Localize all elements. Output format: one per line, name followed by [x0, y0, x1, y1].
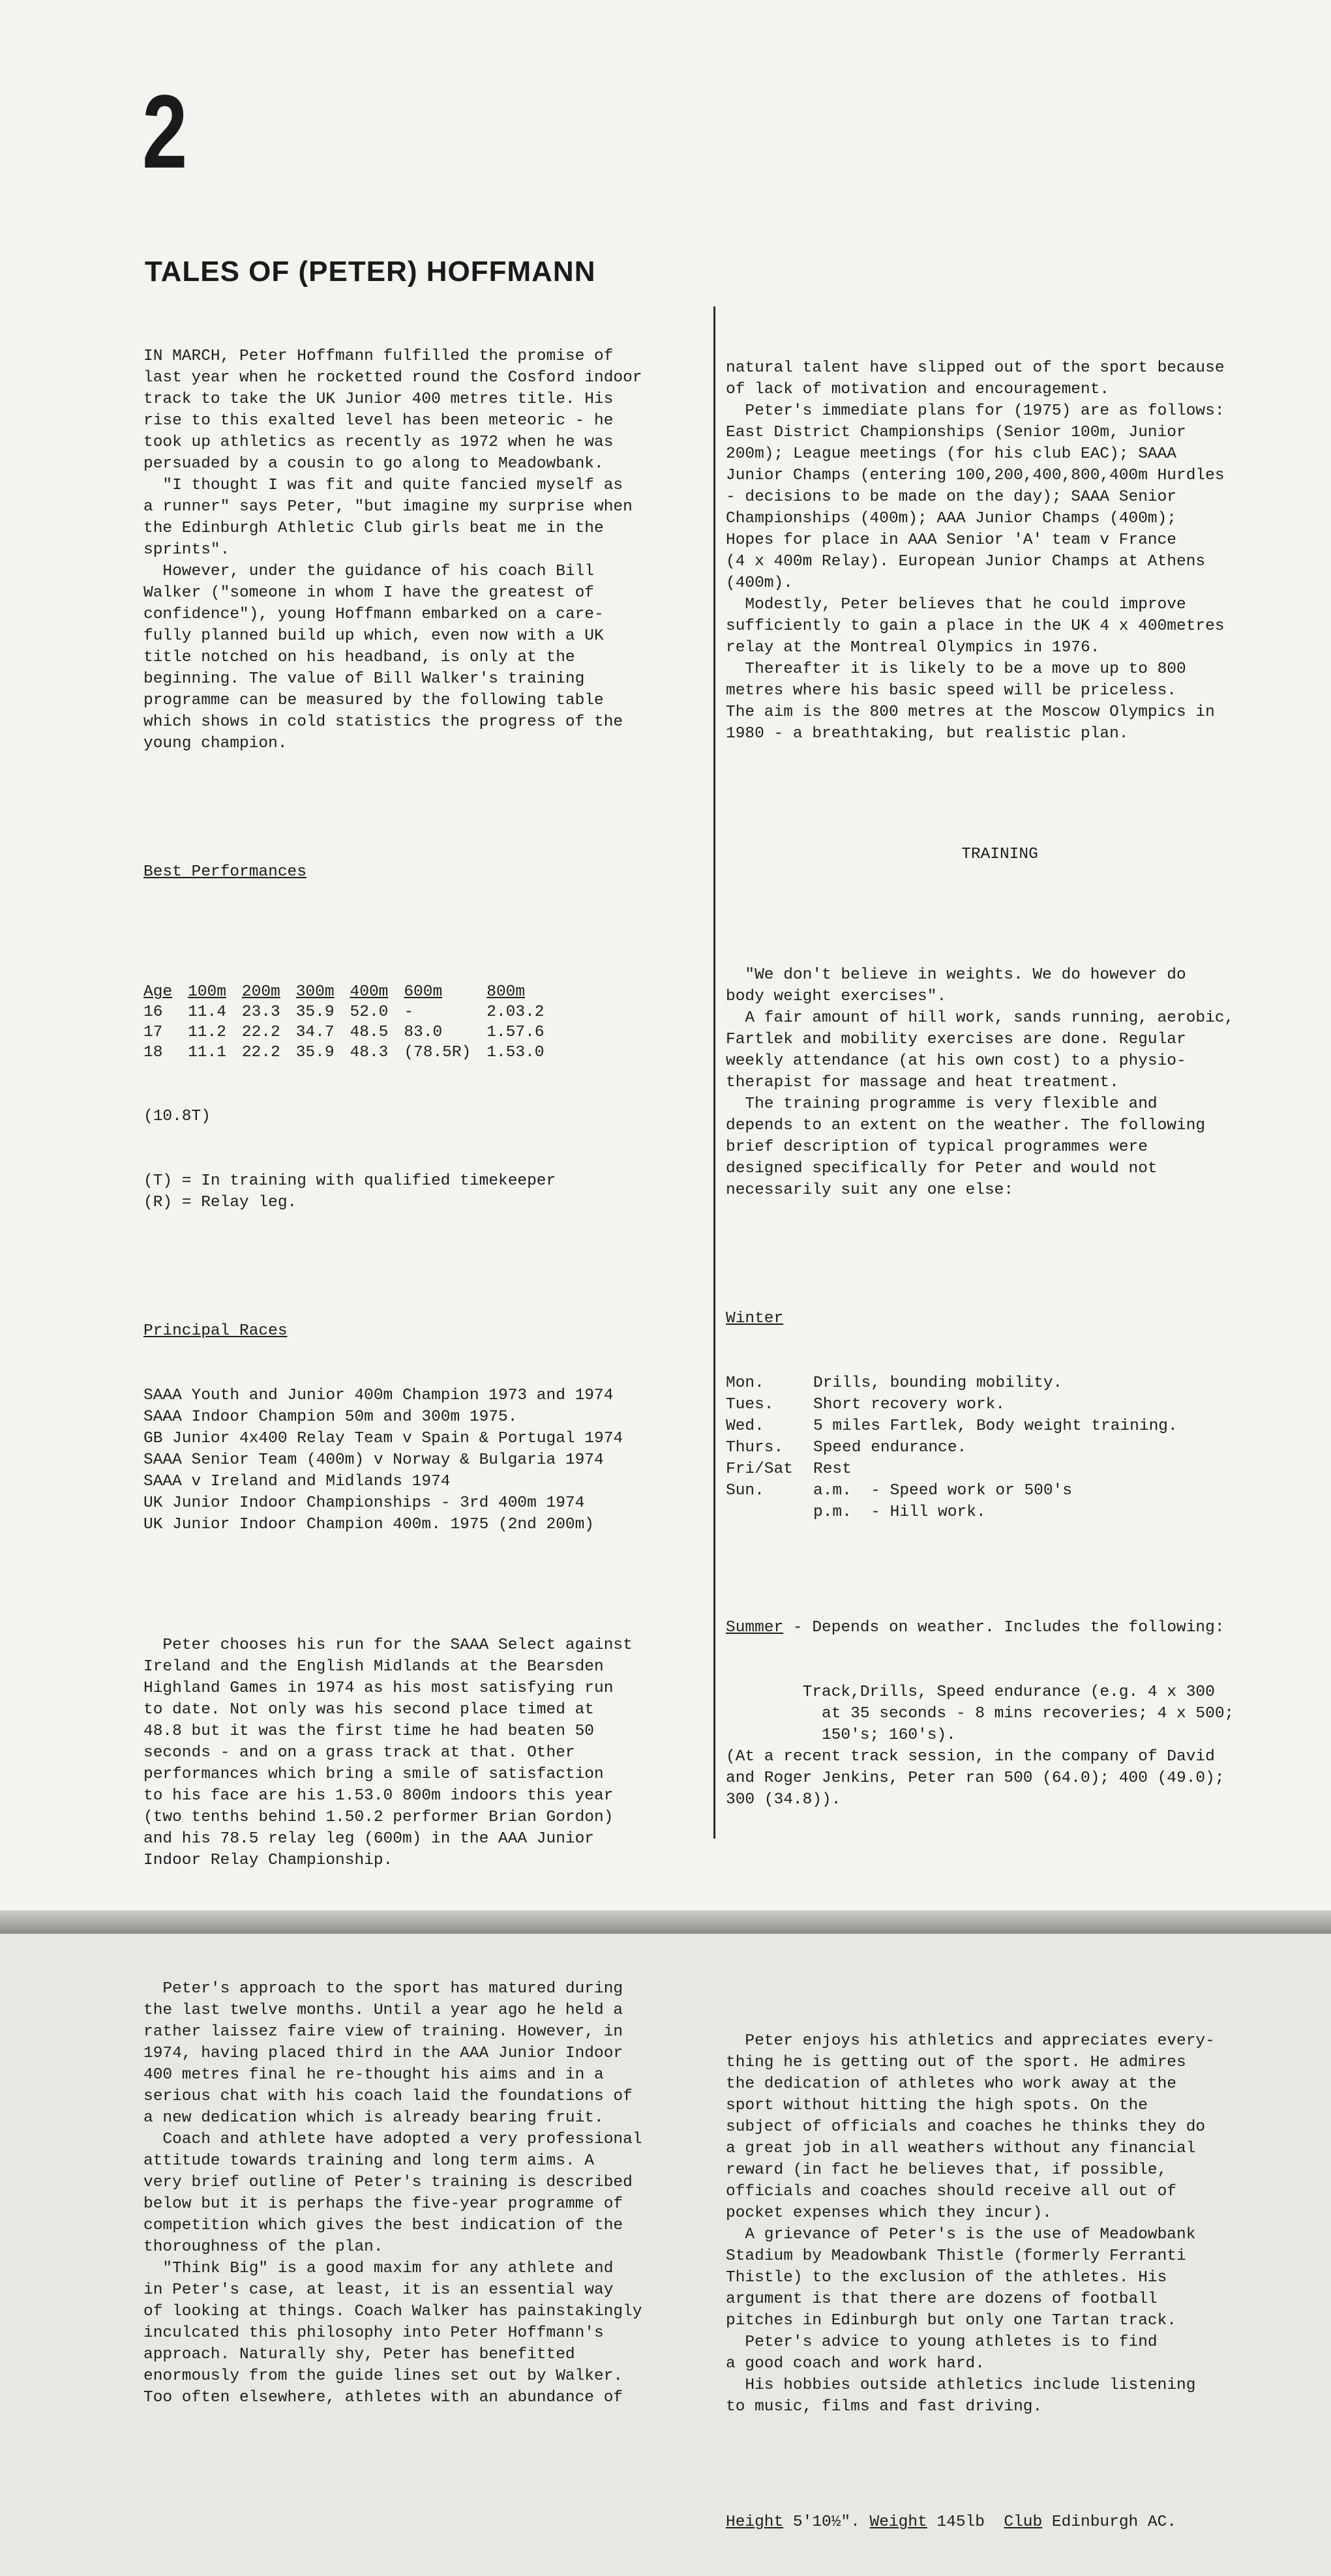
table-header-cell: Age	[143, 983, 173, 1001]
article-headline: TALES OF (PETER) HOFFMANN	[145, 256, 596, 288]
summer-line: - Depends on weather. Includes the following:	[783, 1619, 1225, 1636]
text-line: of looking at things. Coach Walker has painstakingly	[143, 2303, 642, 2320]
text-line: His hobbies outside athletics include listening	[726, 2376, 1196, 2394]
intro-paragraph	[143, 346, 704, 754]
note-line: (R) = Relay leg.	[143, 1194, 297, 1211]
enjoys-paragraph	[726, 2030, 1300, 2418]
text-line: "Think Big" is a good maxim for any athlete and	[143, 2260, 614, 2277]
table-cell: 11.2	[188, 1024, 226, 1041]
text-line: Championships (400m); AAA Junior Champs (400m);	[726, 510, 1177, 527]
schedule-day: Thurs.	[726, 1439, 784, 1457]
table-cell: 2.03.2	[486, 1003, 545, 1021]
training-paragraph	[726, 964, 1300, 1201]
schedule-row	[726, 1480, 1178, 1502]
text-line: brief description of typical programmes were	[726, 1138, 1148, 1156]
text-line: 400 metres final he re-thought his aims and in a	[143, 2066, 604, 2084]
text-line: confidence"), young Hoffmann embarked on a care-	[143, 606, 604, 623]
text-line: in Peter's case, at least, it is an essential way	[143, 2281, 614, 2299]
text-line: therapist for massage and heat treatment.	[726, 1074, 1119, 1091]
text-line: enormously from the guide lines set out by Walker.	[143, 2367, 623, 2385]
schedule-activity: Drills, bounding mobility.	[813, 1374, 1063, 1392]
schedule-activity: Rest	[813, 1460, 852, 1478]
table-header-cell: 300m	[295, 983, 335, 1001]
performance-notes	[143, 1170, 704, 1213]
club-value: Edinburgh AC.	[1042, 2513, 1177, 2531]
text-line: Coach and athlete have adopted a very professional	[143, 2131, 642, 2148]
text-line: - decisions to be made on the day); SAAA Senior	[726, 488, 1177, 506]
performance-table-extra: (10.8T)	[143, 1108, 211, 1125]
text-line: to music, films and fast driving.	[726, 2398, 1043, 2416]
text-line: relay at the Montreal Olympics in 1976.	[726, 639, 1100, 657]
table-cell: 23.3	[241, 1003, 280, 1021]
text-line: approach. Naturally shy, Peter has benefitted	[143, 2346, 575, 2363]
schedule-activity: Speed endurance.	[813, 1439, 967, 1457]
height-label: Height	[726, 2513, 784, 2531]
text-line: Junior Champs (entering 100,200,400,800,400m Hurdles	[726, 467, 1225, 484]
text-line: Fartlek and mobility exercises are done. Regular	[726, 1031, 1186, 1048]
text-line: "We don't believe in weights. We do however do	[726, 966, 1186, 984]
table-header-cell: 400m	[350, 983, 389, 1001]
text-line: IN MARCH, Peter Hoffmann fulfilled the promise of	[143, 348, 614, 365]
table-cell: 17	[143, 1024, 163, 1041]
text-line: Highland Games in 1974 as his most satisfying run	[143, 1680, 614, 1697]
text-line: performances which bring a smile of satisfaction	[143, 1766, 604, 1783]
table-cell: 35.9	[295, 1003, 335, 1021]
table-header-cell: 100m	[188, 983, 226, 1001]
text-line: Peter enjoys his athletics and appreciates every-	[726, 2032, 1215, 2050]
winter-heading: Winter	[726, 1310, 784, 1327]
race-item: SAAA Youth and Junior 400m Champion 1973 and 1974	[143, 1387, 614, 1404]
text-line: Peter's advice to young athletes is to find	[726, 2333, 1158, 2351]
text-line: track to take the UK Junior 400 metres title. His	[143, 391, 614, 408]
weight-value: 145lb	[927, 2513, 1004, 2531]
text-line: took up athletics as recently as 1972 when he was	[143, 434, 614, 451]
text-line: body weight exercises".	[726, 988, 947, 1005]
text-line: 48.8 but it was the first time he had beaten 50	[143, 1723, 595, 1740]
text-line: Peter chooses his run for the SAAA Select against	[143, 1636, 633, 1654]
principal-races-list	[143, 1385, 704, 1535]
table-row	[143, 1002, 560, 1022]
text-line: very brief outline of Peter's training is described	[143, 2174, 633, 2191]
text-line: The aim is the 800 metres at the Moscow Olympics in	[726, 703, 1215, 721]
text-line: the dedication of athletes who work away at the	[726, 2075, 1177, 2093]
column-divider	[713, 306, 715, 1839]
table-cell: 22.2	[241, 1024, 280, 1041]
text-line: rise to this exalted level has been meteoric - he	[143, 412, 614, 430]
text-line: 300 (34.8)).	[726, 1791, 841, 1809]
summer-details	[726, 1681, 1300, 1811]
text-line: competition which gives the best indication of the	[143, 2217, 623, 2234]
text-line: designed specifically for Peter and would not	[726, 1160, 1158, 1177]
text-line: Hopes for place in AAA Senior 'A' team v France	[726, 531, 1177, 549]
race-item: UK Junior Indoor Championships - 3rd 400m 1974	[143, 1494, 585, 1512]
text-line: thoroughness of the plan.	[143, 2238, 383, 2256]
text-line: 1980 - a breathtaking, but realistic plan.	[726, 725, 1129, 743]
training-heading: TRAINING	[961, 846, 1038, 863]
text-line: the last twelve months. Until a year ago he held a	[143, 2002, 623, 2019]
text-line: persuaded by a cousin to go along to Meadowbank.	[143, 455, 604, 473]
text-line: pocket expenses which they incur).	[726, 2204, 1052, 2222]
text-line: fully planned build up which, even now with a UK	[143, 627, 604, 645]
schedule-row	[726, 1415, 1178, 1437]
text-line: Ireland and the English Midlands at the Bearsden	[143, 1658, 604, 1676]
text-line: Stadium by Meadowbank Thistle (formerly Ferranti	[726, 2247, 1186, 2265]
text-line: of lack of motivation and encouragement.	[726, 381, 1110, 398]
text-line: Walker ("someone in whom I have the greatest of	[143, 584, 595, 602]
schedule-day	[726, 1502, 813, 1523]
text-line: pitches in Edinburgh but only one Tartan track.	[726, 2312, 1177, 2330]
text-line: programme can be measured by the following table	[143, 692, 604, 709]
race-item: UK Junior Indoor Champion 400m. 1975 (2nd 200m)	[143, 1516, 595, 1533]
table-cell: (78.5R)	[404, 1044, 471, 1061]
text-line: last year when he rocketted round the Cosford indoor	[143, 369, 642, 387]
plans-paragraph	[726, 357, 1300, 745]
text-line: at 35 seconds - 8 mins recoveries; 4 x 500;	[726, 1705, 1234, 1723]
schedule-activity: Short recovery work.	[813, 1396, 1006, 1414]
schedule-day: Wed.	[726, 1417, 764, 1435]
text-line: (two tenths behind 1.50.2 performer Brian Gordon)	[143, 1809, 614, 1826]
text-line: A fair amount of hill work, sands running, aerobic,	[726, 1009, 1234, 1027]
text-line: the Edinburgh Athletic Club girls beat me in the	[143, 520, 604, 537]
text-line: Peter's immediate plans for (1975) are as follows:	[726, 402, 1225, 420]
schedule-row	[726, 1502, 1178, 1523]
text-line: The training programme is very flexible and	[726, 1095, 1158, 1113]
table-row	[143, 1022, 560, 1043]
schedule-day: Sun.	[726, 1482, 764, 1500]
table-cell: 48.5	[350, 1024, 389, 1041]
text-line: 1974, having placed third in the AAA Junior Indoor	[143, 2045, 623, 2062]
race-item: SAAA Indoor Champion 50m and 300m 1975.	[143, 1408, 518, 1426]
table-cell: 11.1	[188, 1044, 226, 1061]
weight-label: Weight	[869, 2513, 927, 2531]
table-cell: 35.9	[295, 1044, 335, 1061]
schedule-row	[726, 1458, 1178, 1480]
approach-paragraph	[143, 1978, 704, 2408]
text-line: 200m); League meetings (for his club EAC); SAAA	[726, 445, 1177, 463]
schedule-day: Fri/Sat	[726, 1460, 793, 1478]
schedule-activity: a.m. - Speed work or 500's	[813, 1482, 1072, 1500]
selection-paragraph	[143, 1635, 704, 1871]
text-line: sport without hitting the high spots. On the	[726, 2097, 1148, 2114]
race-item: SAAA v Ireland and Midlands 1974	[143, 1473, 451, 1490]
best-performances-heading: Best Performances	[143, 863, 307, 881]
text-line: East District Championships (Senior 100m, Junior	[726, 424, 1186, 441]
text-line: a great job in all weathers without any financial	[726, 2140, 1196, 2157]
text-line: rather laissez faire view of training. However, in	[143, 2023, 623, 2041]
text-line: depends to an extent on the weather. The following	[726, 1117, 1206, 1134]
schedule-row	[726, 1437, 1178, 1458]
table-cell: 52.0	[350, 1003, 389, 1021]
schedule-row	[726, 1372, 1178, 1394]
athlete-stats	[726, 2511, 1300, 2533]
text-line: title notched on his headband, is only at the	[143, 649, 575, 666]
text-line: "I thought I was fit and quite fancied myself as	[143, 477, 623, 494]
text-line: attitude towards training and long term aims. A	[143, 2152, 595, 2170]
text-line: (At a recent track session, in the company of David	[726, 1748, 1215, 1766]
performance-table	[143, 982, 560, 1063]
text-line: necessarily suit any one else:	[726, 1181, 1014, 1199]
summer-heading: Summer	[726, 1619, 784, 1636]
schedule-activity: p.m. - Hill work.	[813, 1503, 986, 1521]
text-line: 150's; 160's).	[726, 1726, 956, 1744]
right-column	[726, 314, 1300, 2576]
text-line: sprints".	[143, 541, 230, 559]
text-line: argument is that there are dozens of football	[726, 2290, 1158, 2308]
text-line: to date. Not only was his second place timed at	[143, 1701, 595, 1719]
schedule-day: Tues.	[726, 1396, 774, 1414]
text-line: natural talent have slipped out of the sport because	[726, 359, 1225, 377]
height-value: 5'10½".	[783, 2513, 870, 2531]
text-line: serious chat with his coach laid the foundations of	[143, 2088, 633, 2105]
text-line: subject of officials and coaches he thinks they do	[726, 2118, 1206, 2136]
text-line: weekly attendance (at his own cost) to a physio-	[726, 1052, 1186, 1070]
table-cell: 1.57.6	[486, 1024, 545, 1041]
table-cell: 16	[143, 1003, 163, 1021]
left-column	[143, 303, 704, 2451]
table-cell: -	[404, 1003, 414, 1021]
text-line: below but it is perhaps the five-year programme of	[143, 2195, 623, 2213]
table-row	[143, 1043, 560, 1063]
principal-races-heading: Principal Races	[143, 1322, 288, 1340]
table-cell: 83.0	[404, 1024, 443, 1041]
club-label: Club	[1004, 2513, 1043, 2531]
text-line: Indoor Relay Championship.	[143, 1852, 393, 1869]
text-line: and his 78.5 relay leg (600m) in the AAA Junior	[143, 1830, 595, 1848]
schedule-activity: 5 miles Fartlek, Body weight training.	[813, 1417, 1178, 1435]
text-line: A grievance of Peter's is the use of Meadowbank	[726, 2226, 1196, 2243]
table-cell: 18	[143, 1044, 163, 1061]
schedule-day: Mon.	[726, 1374, 764, 1392]
text-line: (4 x 400m Relay). European Junior Champs at Athens	[726, 553, 1206, 570]
text-line: Modestly, Peter believes that he could improve	[726, 596, 1186, 614]
table-cell: 1.53.0	[486, 1044, 545, 1061]
text-line: Thereafter it is likely to be a move up to 800	[726, 660, 1186, 678]
text-line: Too often elsewhere, athletes with an abundance of	[143, 2389, 623, 2406]
text-line: However, under the guidance of his coach Bill	[143, 563, 595, 580]
race-item: SAAA Senior Team (400m) v Norway & Bulgaria 1974	[143, 1451, 604, 1469]
text-line: to his face are his 1.53.0 800m indoors this year	[143, 1787, 614, 1805]
table-header-cell: 800m	[486, 983, 526, 1001]
text-line: Peter's approach to the sport has matured during	[143, 1980, 623, 1998]
winter-schedule	[726, 1372, 1178, 1523]
page-number: 2	[142, 73, 188, 190]
text-line: metres where his basic speed will be priceless.	[726, 682, 1177, 700]
page-bottom-edge	[0, 1910, 1331, 1934]
text-line: Track,Drills, Speed endurance (e.g. 4 x 300	[726, 1683, 1215, 1701]
text-line: which shows in cold statistics the progress of the	[143, 713, 623, 731]
note-line: (T) = In training with qualified timekeeper	[143, 1172, 556, 1190]
table-cell: 34.7	[295, 1024, 335, 1041]
text-line: beginning. The value of Bill Walker's training	[143, 670, 585, 688]
text-line: a good coach and work hard.	[726, 2355, 985, 2373]
text-line: a new dedication which is already bearing fruit.	[143, 2109, 604, 2127]
text-line: Thistle) to the exclusion of the athletes. His	[726, 2269, 1167, 2287]
text-line: inculcated this philosophy into Peter Hoffmann's	[143, 2324, 604, 2342]
summer-block	[726, 1617, 1300, 1638]
text-line: reward (in fact he believes that, if possible,	[726, 2161, 1167, 2179]
text-line: a runner" says Peter, "but imagine my surprise when	[143, 498, 633, 516]
table-cell: 11.4	[188, 1003, 226, 1021]
table-cell: 48.3	[350, 1044, 389, 1061]
race-item: GB Junior 4x400 Relay Team v Spain & Portugal 1974	[143, 1430, 623, 1447]
text-line: and Roger Jenkins, Peter ran 500 (64.0); 400 (49.0);	[726, 1769, 1225, 1787]
table-cell: 22.2	[241, 1044, 280, 1061]
table-header-cell: 600m	[404, 983, 443, 1001]
text-line: thing he is getting out of the sport. He admires	[726, 2054, 1186, 2071]
schedule-row	[726, 1394, 1178, 1415]
text-line: seconds - and on a grass track at that. Other	[143, 1744, 575, 1762]
text-line: young champion.	[143, 735, 288, 752]
text-line: (400m).	[726, 574, 793, 592]
table-header-cell: 200m	[241, 983, 280, 1001]
text-line: officials and coaches should receive all out of	[726, 2183, 1177, 2200]
text-line: sufficiently to gain a place in the UK 4 x 400metres	[726, 617, 1225, 635]
